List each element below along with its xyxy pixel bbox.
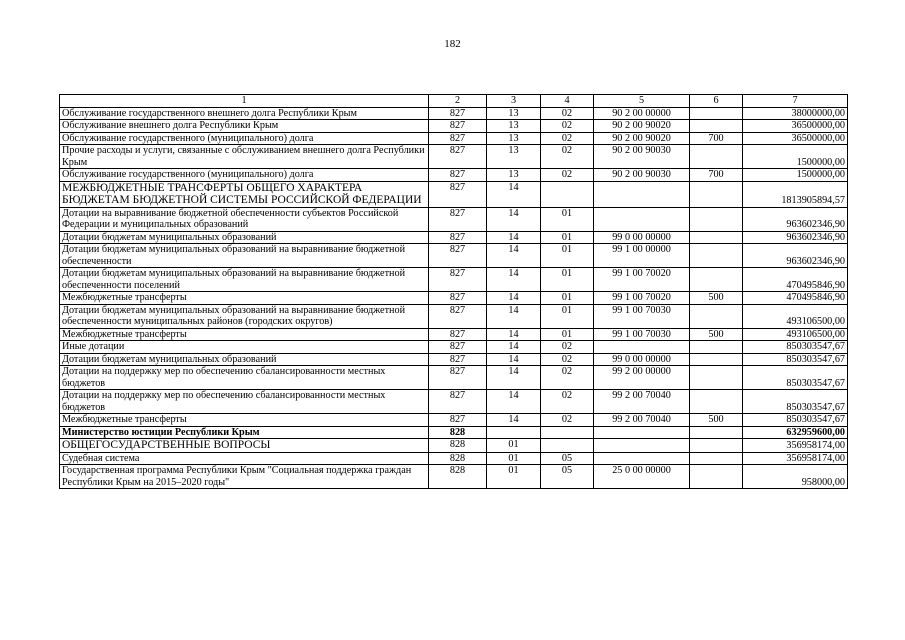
row-section-cell: 13 xyxy=(487,169,541,182)
row-amount-cell: 963602346,90 xyxy=(743,244,848,268)
row-name-cell: Государственная программа Республики Крым "Социальная поддержка граждан Республики Крым на 2015–2020 годы" xyxy=(60,465,429,489)
row-amount-cell: 963602346,90 xyxy=(743,207,848,231)
row-subsection-cell: 02 xyxy=(541,107,594,120)
row-code-cell: 828 xyxy=(429,426,487,439)
row-type-cell xyxy=(690,120,743,133)
table-row xyxy=(60,465,848,489)
header-cell: 4 xyxy=(541,95,594,108)
table-row xyxy=(60,452,848,465)
row-subsection-cell xyxy=(541,181,594,207)
row-name-cell: Дотации бюджетам муниципальных образований на выравнивание бюджетной обеспеченности xyxy=(60,244,429,268)
row-code-cell: 827 xyxy=(429,341,487,354)
row-code-cell: 828 xyxy=(429,452,487,465)
row-section-cell: 13 xyxy=(487,132,541,145)
row-subsection-cell: 02 xyxy=(541,390,594,414)
row-subsection-cell: 01 xyxy=(541,244,594,268)
table-row xyxy=(60,169,848,182)
row-code-cell: 827 xyxy=(429,231,487,244)
row-section-cell: 01 xyxy=(487,465,541,489)
row-amount-cell: 38000000,00 xyxy=(743,107,848,120)
row-target-cell xyxy=(594,181,690,207)
row-amount-cell: 36500000,00 xyxy=(743,120,848,133)
row-target-cell: 99 2 00 00000 xyxy=(594,366,690,390)
table-row xyxy=(60,207,848,231)
header-cell: 7 xyxy=(743,95,848,108)
row-name-cell: Обслуживание государственного (муниципального) долга xyxy=(60,132,429,145)
row-subsection-cell xyxy=(541,426,594,439)
row-amount-cell: 470495846,90 xyxy=(743,268,848,292)
row-name-cell: Дотации бюджетам муниципальных образований xyxy=(60,231,429,244)
row-amount-cell: 850303547,67 xyxy=(743,390,848,414)
row-amount-cell: 958000,00 xyxy=(743,465,848,489)
table-row xyxy=(60,353,848,366)
row-subsection-cell: 05 xyxy=(541,452,594,465)
row-subsection-cell: 01 xyxy=(541,268,594,292)
row-subsection-cell xyxy=(541,439,594,453)
header-cell: 2 xyxy=(429,95,487,108)
row-type-cell xyxy=(690,426,743,439)
row-target-cell xyxy=(594,426,690,439)
table-row xyxy=(60,231,848,244)
row-name-cell: Дотации на поддержку мер по обеспечению сбалансированности местных бюджетов xyxy=(60,390,429,414)
row-name-cell: Иные дотации xyxy=(60,341,429,354)
row-name-cell: Дотации бюджетам муниципальных образований на выравнивание бюджетной обеспеченности муниципальных районов (городских округов) xyxy=(60,304,429,328)
row-code-cell: 827 xyxy=(429,366,487,390)
row-amount-cell: 36500000,00 xyxy=(743,132,848,145)
table-row xyxy=(60,366,848,390)
row-type-cell xyxy=(690,244,743,268)
row-type-cell xyxy=(690,439,743,453)
row-code-cell: 827 xyxy=(429,304,487,328)
row-target-cell: 90 2 00 00000 xyxy=(594,107,690,120)
row-target-cell: 99 2 00 70040 xyxy=(594,414,690,427)
row-target-cell: 90 2 00 90030 xyxy=(594,169,690,182)
row-name-cell: Прочие расходы и услуги, связанные с обслуживанием внешнего долга Республики Крым xyxy=(60,145,429,169)
row-section-cell: 13 xyxy=(487,145,541,169)
table-row xyxy=(60,439,848,453)
row-type-cell xyxy=(690,304,743,328)
row-type-cell xyxy=(690,207,743,231)
row-name-cell: Дотации на выравнивание бюджетной обеспеченности субъектов Российской Федерации и муниципальных образований xyxy=(60,207,429,231)
row-code-cell: 827 xyxy=(429,120,487,133)
row-section-cell: 14 xyxy=(487,353,541,366)
row-target-cell: 99 1 00 70020 xyxy=(594,292,690,305)
row-code-cell: 828 xyxy=(429,465,487,489)
row-name-cell: Дотации бюджетам муниципальных образований xyxy=(60,353,429,366)
row-amount-cell: 1500000,00 xyxy=(743,169,848,182)
row-code-cell: 827 xyxy=(429,268,487,292)
row-type-cell: 500 xyxy=(690,414,743,427)
row-section-cell: 01 xyxy=(487,439,541,453)
row-subsection-cell: 01 xyxy=(541,231,594,244)
row-type-cell xyxy=(690,341,743,354)
table-row xyxy=(60,341,848,354)
row-amount-cell: 850303547,67 xyxy=(743,341,848,354)
table-row xyxy=(60,328,848,341)
row-type-cell xyxy=(690,366,743,390)
row-section-cell: 13 xyxy=(487,107,541,120)
row-target-cell: 25 0 00 00000 xyxy=(594,465,690,489)
row-code-cell: 827 xyxy=(429,353,487,366)
table-row xyxy=(60,244,848,268)
row-section-cell: 14 xyxy=(487,207,541,231)
row-section-cell: 14 xyxy=(487,231,541,244)
row-type-cell xyxy=(690,452,743,465)
row-section-cell: 14 xyxy=(487,366,541,390)
row-subsection-cell: 02 xyxy=(541,414,594,427)
row-type-cell xyxy=(690,465,743,489)
row-target-cell xyxy=(594,341,690,354)
row-amount-cell: 493106500,00 xyxy=(743,328,848,341)
header-cell: 5 xyxy=(594,95,690,108)
row-section-cell: 14 xyxy=(487,328,541,341)
row-amount-cell: 356958174,00 xyxy=(743,439,848,453)
row-name-cell: Судебная система xyxy=(60,452,429,465)
row-section-cell: 14 xyxy=(487,414,541,427)
row-amount-cell: 850303547,67 xyxy=(743,414,848,427)
row-target-cell: 99 1 00 70030 xyxy=(594,304,690,328)
header-cell: 1 xyxy=(60,95,429,108)
row-amount-cell: 493106500,00 xyxy=(743,304,848,328)
row-code-cell: 827 xyxy=(429,292,487,305)
row-name-cell: Межбюджетные трансферты xyxy=(60,328,429,341)
row-subsection-cell: 02 xyxy=(541,341,594,354)
row-type-cell xyxy=(690,145,743,169)
row-code-cell: 827 xyxy=(429,328,487,341)
table-row xyxy=(60,181,848,207)
table-row xyxy=(60,107,848,120)
row-section-cell: 14 xyxy=(487,244,541,268)
row-section-cell: 14 xyxy=(487,304,541,328)
row-target-cell: 99 2 00 70040 xyxy=(594,390,690,414)
row-target-cell: 99 0 00 00000 xyxy=(594,231,690,244)
row-target-cell xyxy=(594,439,690,453)
row-code-cell: 827 xyxy=(429,207,487,231)
row-name-cell: МЕЖБЮДЖЕТНЫЕ ТРАНСФЕРТЫ ОБЩЕГО ХАРАКТЕРА БЮДЖЕТАМ БЮДЖЕТНОЙ СИСТЕМЫ РОССИЙСКОЙ ФЕДЕРАЦИИ xyxy=(60,181,429,207)
row-name-cell: Министерство юстиции Республики Крым xyxy=(60,426,429,439)
row-amount-cell: 1500000,00 xyxy=(743,145,848,169)
row-code-cell: 827 xyxy=(429,145,487,169)
row-code-cell: 827 xyxy=(429,244,487,268)
row-amount-cell: 1813905894,57 xyxy=(743,181,848,207)
row-amount-cell: 963602346,90 xyxy=(743,231,848,244)
table-row xyxy=(60,268,848,292)
row-amount-cell: 356958174,00 xyxy=(743,452,848,465)
table-row xyxy=(60,292,848,305)
row-section-cell: 01 xyxy=(487,452,541,465)
row-code-cell: 827 xyxy=(429,390,487,414)
row-type-cell: 700 xyxy=(690,132,743,145)
row-subsection-cell: 02 xyxy=(541,120,594,133)
row-code-cell: 827 xyxy=(429,132,487,145)
row-type-cell: 500 xyxy=(690,328,743,341)
row-code-cell: 827 xyxy=(429,107,487,120)
table-row xyxy=(60,414,848,427)
page-number: 182 xyxy=(444,38,461,50)
row-code-cell: 827 xyxy=(429,414,487,427)
row-subsection-cell: 01 xyxy=(541,304,594,328)
row-name-cell: Обслуживание государственного (муниципального) долга xyxy=(60,169,429,182)
row-type-cell xyxy=(690,231,743,244)
row-section-cell: 14 xyxy=(487,292,541,305)
row-target-cell xyxy=(594,207,690,231)
row-target-cell: 90 2 00 90020 xyxy=(594,132,690,145)
row-section-cell xyxy=(487,426,541,439)
row-type-cell xyxy=(690,353,743,366)
table-header-row xyxy=(60,95,848,108)
row-target-cell: 99 1 00 70030 xyxy=(594,328,690,341)
header-cell: 6 xyxy=(690,95,743,108)
row-section-cell: 14 xyxy=(487,390,541,414)
row-target-cell: 99 0 00 00000 xyxy=(594,353,690,366)
row-amount-cell: 850303547,67 xyxy=(743,353,848,366)
row-subsection-cell: 02 xyxy=(541,353,594,366)
row-amount-cell: 632959600,00 xyxy=(743,426,848,439)
row-subsection-cell: 02 xyxy=(541,132,594,145)
table-row xyxy=(60,132,848,145)
row-type-cell: 500 xyxy=(690,292,743,305)
table-row xyxy=(60,120,848,133)
row-code-cell: 828 xyxy=(429,439,487,453)
row-section-cell: 13 xyxy=(487,120,541,133)
row-target-cell: 90 2 00 90020 xyxy=(594,120,690,133)
row-subsection-cell: 02 xyxy=(541,366,594,390)
row-target-cell: 99 1 00 70020 xyxy=(594,268,690,292)
row-subsection-cell: 01 xyxy=(541,328,594,341)
row-code-cell: 827 xyxy=(429,181,487,207)
row-type-cell xyxy=(690,268,743,292)
row-code-cell: 827 xyxy=(429,169,487,182)
row-target-cell xyxy=(594,452,690,465)
row-name-cell: Дотации бюджетам муниципальных образований на выравнивание бюджетной обеспеченности поселений xyxy=(60,268,429,292)
row-name-cell: Обслуживание государственного внешнего долга Республики Крым xyxy=(60,107,429,120)
table-row xyxy=(60,390,848,414)
row-target-cell: 99 1 00 00000 xyxy=(594,244,690,268)
row-type-cell xyxy=(690,107,743,120)
row-type-cell: 700 xyxy=(690,169,743,182)
table-row xyxy=(60,304,848,328)
row-name-cell: Межбюджетные трансферты xyxy=(60,292,429,305)
header-cell: 3 xyxy=(487,95,541,108)
row-subsection-cell: 02 xyxy=(541,169,594,182)
row-subsection-cell: 05 xyxy=(541,465,594,489)
row-name-cell: ОБЩЕГОСУДАРСТВЕННЫЕ ВОПРОСЫ xyxy=(60,439,429,453)
row-name-cell: Дотации на поддержку мер по обеспечению сбалансированности местных бюджетов xyxy=(60,366,429,390)
row-amount-cell: 850303547,67 xyxy=(743,366,848,390)
row-type-cell xyxy=(690,390,743,414)
row-target-cell: 90 2 00 90030 xyxy=(594,145,690,169)
table-row xyxy=(60,145,848,169)
row-amount-cell: 470495846,90 xyxy=(743,292,848,305)
row-type-cell xyxy=(690,181,743,207)
row-name-cell: Обслуживание внешнего долга Республики Крым xyxy=(60,120,429,133)
row-name-cell: Межбюджетные трансферты xyxy=(60,414,429,427)
row-section-cell: 14 xyxy=(487,181,541,207)
row-section-cell: 14 xyxy=(487,268,541,292)
budget-table xyxy=(59,94,848,489)
table-row xyxy=(60,426,848,439)
row-subsection-cell: 02 xyxy=(541,145,594,169)
row-subsection-cell: 01 xyxy=(541,207,594,231)
row-subsection-cell: 01 xyxy=(541,292,594,305)
row-section-cell: 14 xyxy=(487,341,541,354)
